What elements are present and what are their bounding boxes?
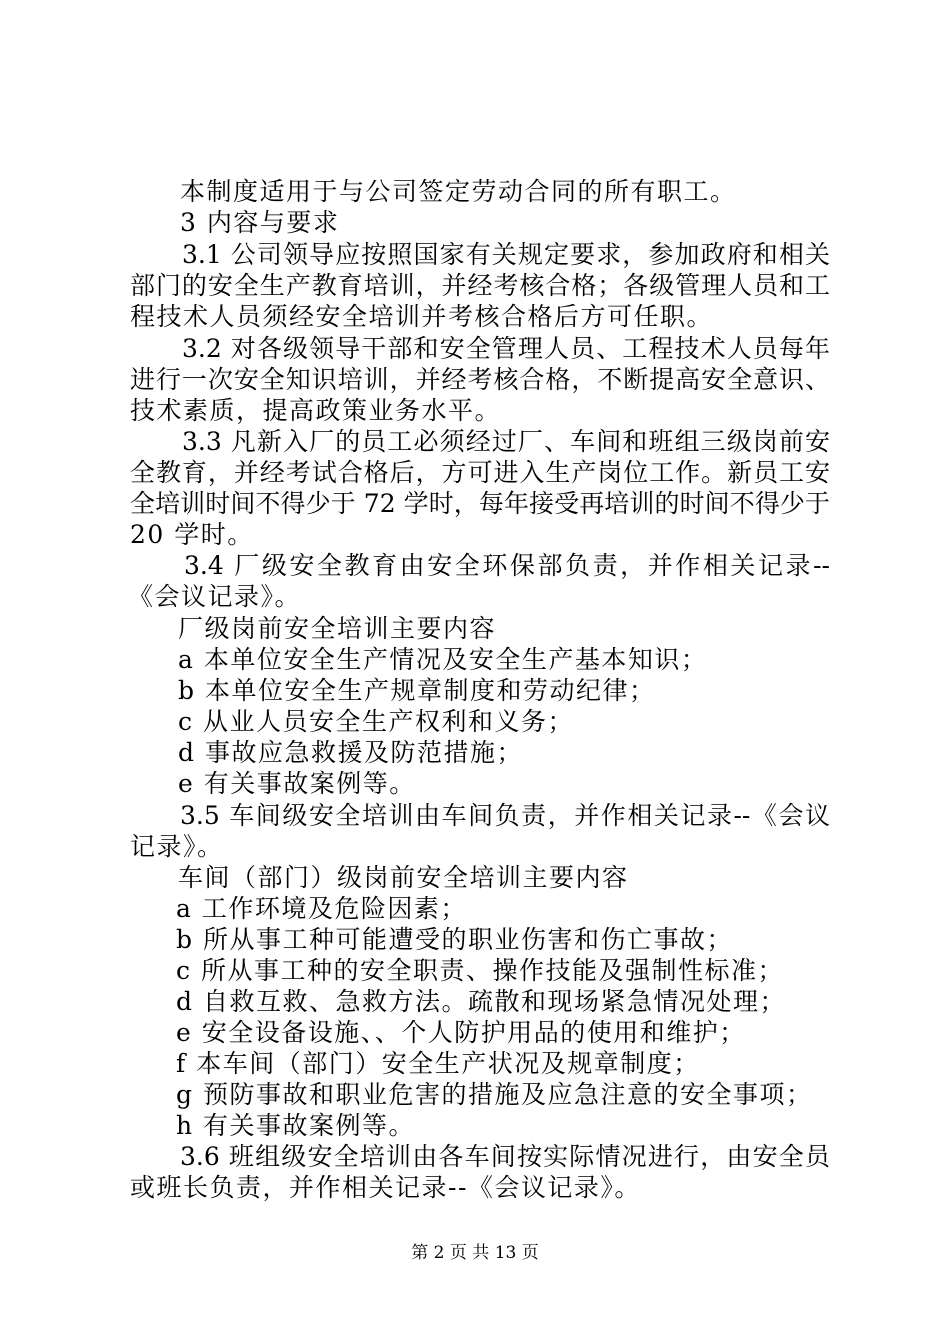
text-line: 全培训时间不得少于 72 学时，每年接受再培训的时间不得少于 xyxy=(130,489,830,518)
section-heading: 3 内容与要求 xyxy=(180,208,340,237)
list-item: e 安全设备设施、、个人防护用品的使用和维护； xyxy=(176,1018,746,1047)
list-item: a 本单位安全生产情况及安全生产基本知识； xyxy=(178,645,708,674)
list-item: d 事故应急救援及防范措施； xyxy=(178,738,523,767)
text-line: 部门的安全生产教育培训，并经考核合格；各级管理人员和工 xyxy=(130,271,830,300)
text-line: 3.5 车间级安全培训由车间负责，并作相关记录--《会议 xyxy=(180,801,830,830)
text-line: 程技术人员须经安全培训并考核合格后方可任职。 xyxy=(130,302,714,331)
text-line: 本制度适用于与公司签定劳动合同的所有职工。 xyxy=(180,177,737,206)
text-line: 3.4 厂级安全教育由安全环保部负责，并作相关记录-- xyxy=(184,551,830,580)
list-item: e 有关事故案例等。 xyxy=(178,769,416,798)
list-item: b 本单位安全生产规章制度和劳动纪律； xyxy=(178,676,656,705)
text-line: 进行一次安全知识培训，并经考核合格，不断提高安全意识、 xyxy=(130,365,830,394)
list-item: f 本车间（部门）安全生产状况及规章制度； xyxy=(176,1049,700,1078)
subheading: 厂级岗前安全培训主要内容 xyxy=(178,614,497,643)
list-item: b 所从事工种可能遭受的职业伤害和伤亡事故； xyxy=(176,925,733,954)
text-line: 3.1 公司领导应按照国家有关规定要求，参加政府和相关 xyxy=(182,240,830,269)
list-item: c 所从事工种的安全职责、操作技能及强制性标准； xyxy=(176,956,784,985)
list-item: h 有关事故案例等。 xyxy=(176,1111,416,1140)
text-line: 3.3 凡新入厂的员工必须经过厂、车间和班组三级岗前安 xyxy=(182,427,830,456)
text-line: 20 学时。 xyxy=(130,520,254,549)
text-line: 3.6 班组级安全培训由各车间按实际情况进行，由安全员 xyxy=(180,1142,830,1171)
list-item: d 自救互救、急救方法。疏散和现场紧急情况处理； xyxy=(176,987,786,1016)
list-item: a 工作环境及危险因素； xyxy=(176,894,467,923)
text-line: 《会议记录》。 xyxy=(128,582,302,611)
list-item: g 预防事故和职业危害的措施及应急注意的安全事项； xyxy=(176,1080,813,1109)
text-line: 全教育，并经考试合格后，方可进入生产岗位工作。新员工安 xyxy=(130,458,830,487)
page-number-footer: 第 2 页 共 13 页 xyxy=(411,1243,539,1263)
list-item: c 从业人员安全生产权利和义务； xyxy=(178,707,574,736)
text-line: 技术素质，提高政策业务水平。 xyxy=(130,396,502,425)
text-line: 3.2 对各级领导干部和安全管理人员、工程技术人员每年 xyxy=(182,334,830,363)
text-line: 或班长负责，并作相关记录--《会议记录》。 xyxy=(130,1173,641,1202)
subheading: 车间（部门）级岗前安全培训主要内容 xyxy=(178,863,629,892)
text-line: 记录》。 xyxy=(130,832,224,861)
